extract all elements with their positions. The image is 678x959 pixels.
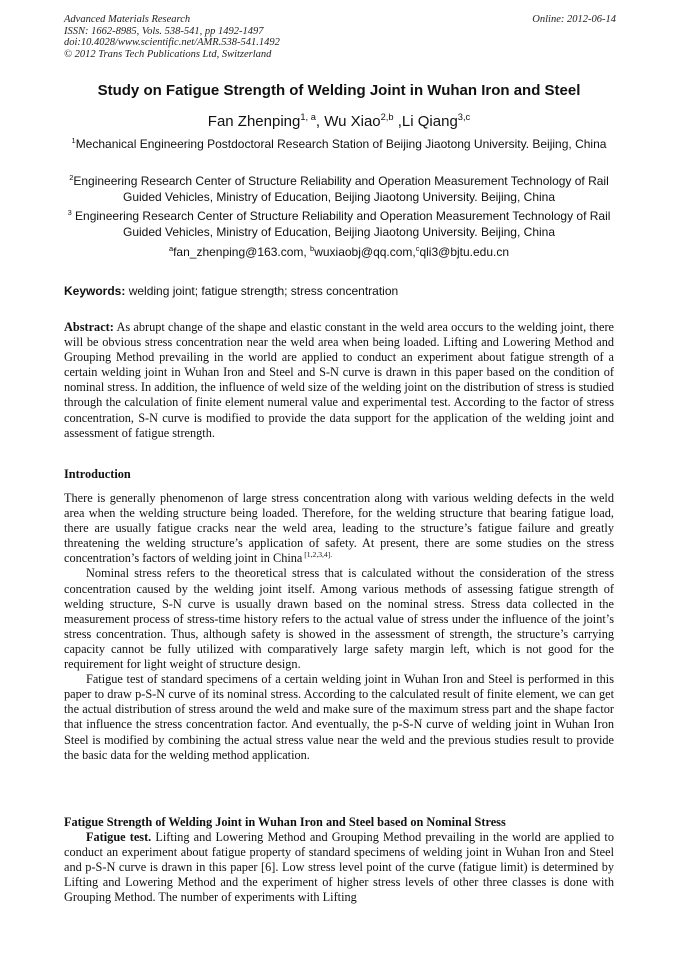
author-list <box>64 113 614 131</box>
paragraph: Nominal stress refers to the theoretical stress that is calculated without the consideration of the stress concentration caused by the welding joint itself. Among various methods of assessing fatigue strength of welding structure, S-N curve is usually drawn based on the nominal stress. Stress data collected in the measurement process of stress-time history refers to the actual value of stress under the influence of the joint’s stress concentration. Thus, although safety is showed in the assessment of strength, the structure’s carrying capacity cannot be fully utilized with comparatively large safety margin left, which is not good for the requirement for light weight of structure design. <box>64 566 614 672</box>
copyright-line: © 2012 Trans Tech Publications Ltd, Switzerland <box>64 48 272 60</box>
affiliation-sup: 1 <box>71 136 76 145</box>
journal-name: Advanced Materials Research <box>64 14 191 25</box>
abstract-label: Abstract: <box>64 320 114 334</box>
affiliation-3 <box>64 208 614 240</box>
author-name: Wu Xiao <box>324 113 381 130</box>
author-separator: , <box>393 113 402 130</box>
abstract <box>64 320 614 441</box>
affiliation-1 <box>64 136 614 152</box>
issn-line: ISSN: 1662-8985, Vols. 538-541, pp 1492-1497 <box>64 25 264 37</box>
email-link[interactable]: fan_zhenping@163.com, <box>173 245 311 259</box>
affiliation-text: Engineering Research Center of Structure Reliability and Operation Measurement Technology of Rail Guided Vehicles, Ministry of Education, Beijing Jiaotong University. Beijing, China <box>71 209 611 239</box>
affiliation-text: Engineering Research Center of Structure Reliability and Operation Measurement Technology of Rail Guided Vehicles, Ministry of Education, Beijing Jiaotong University. Beijing, China <box>73 174 609 204</box>
author-sup: 3,c <box>457 112 471 122</box>
affiliation-text: Mechanical Engineering Postdoctoral Research Station of Beijing Jiaotong University. Beijing, China <box>75 137 607 151</box>
citation: [1,2,3,4]. <box>302 550 333 560</box>
paper-title: Study on Fatigue Strength of Welding Joint in Wuhan Iron and Steel <box>97 82 581 99</box>
author-name: Fan Zhenping <box>207 113 301 130</box>
author-sup: 1, a <box>300 112 316 122</box>
doi-line: doi:10.4028/www.scientific.net/AMR.538-541.1492 <box>64 37 280 49</box>
email-sup: c <box>415 244 420 253</box>
keywords-text: welding joint; fatigue strength; stress concentration <box>125 284 399 298</box>
author-separator: , <box>315 113 325 130</box>
journal-header <box>64 14 616 60</box>
affiliation-sup: 2 <box>69 173 74 182</box>
email-link[interactable]: qli3@bjtu.edu.cn <box>419 245 510 259</box>
author-sup: 2,b <box>380 112 394 122</box>
section-heading: Fatigue Strength of Welding Joint in Wuhan Iron and Steel based on Nominal Stress <box>64 815 506 829</box>
email-list <box>64 244 614 260</box>
paragraph-text: Lifting and Lowering Method and Grouping Method prevailing in the world are applied to conduct an experiment about fatigue property of standard specimens of welding joint in Wuhan Iron and Steel and p-S-N curve is drawn in this paper [6]. Low stress level point of the curve (fatigue limit) is determined by Lifting and Lowering Method and the experiment of higher stress levels of other three classes is done with Grouping Method. The number of experiments with Lifting <box>64 830 614 905</box>
paragraph-text: There is generally phenomenon of large stress concentration along with various welding defects in the weld area when the welding structure being loaded. Therefore, for the welding structure that bearing fatigue load, there are usually fatigue cracks near the weld area, leading to the structure’s fatigue failure and greatly threatening the welding structure’s application of safety. At present, there are some studies on the stress concentration’s factors of welding joint in China <box>64 491 614 566</box>
keywords <box>64 283 614 299</box>
introduction-heading: Introduction <box>64 467 131 481</box>
author-name: Li Qiang <box>401 113 458 130</box>
online-date: Online: 2012-06-14 <box>532 14 616 25</box>
email-link[interactable]: wuxiaobj@qq.com, <box>314 245 416 259</box>
introduction-body <box>64 491 614 763</box>
keywords-label: Keywords: <box>64 284 126 298</box>
paragraph: Fatigue test of standard specimens of a certain welding joint in Wuhan Iron and Steel is performed in this paper to draw p-S-N curve of its nominal stress. According to the calculated result of finite element, we can get the actual distribution of stress around the weld and make sure of the maximum stress part and the shape factor that influence the stress concentration factor. And eventually, the p-S-N curve of welding joint in Wuhan Iron Steel is modified by combining the actual stress value near the weld and the previous studies result to provide the basic data for the welding method application. <box>64 672 614 762</box>
affiliation-2 <box>64 173 614 205</box>
section-body <box>64 830 614 905</box>
paragraph-heading: Fatigue test. <box>86 830 152 844</box>
abstract-text: As abrupt change of the shape and elastic constant in the weld area occurs to the welding joint, there will be obvious stress concentration near the weld area when being loaded. Lifting and Lowering Method and Grouping Method prevailing in the world are applied to conduct an experiment about fatigue strength of a certain welding joint in Wuhan Iron and Steel and S-N curve is drawn in this paper based on the condition of nominal stress. In addition, the influence of weld size of the welding joint on the distribution of stress is studied through the calculation of finite element numeral value and experimental test. According to the factor of stress concentration, S-N curve is modified to provide the data support for the application of the welding joint and assessment of fatigue strength. <box>64 320 614 440</box>
email-sup: b <box>310 244 315 253</box>
email-sup: a <box>168 244 174 253</box>
paragraph <box>64 491 614 566</box>
affiliation-sup: 3 <box>67 208 72 217</box>
paragraph <box>64 830 614 905</box>
